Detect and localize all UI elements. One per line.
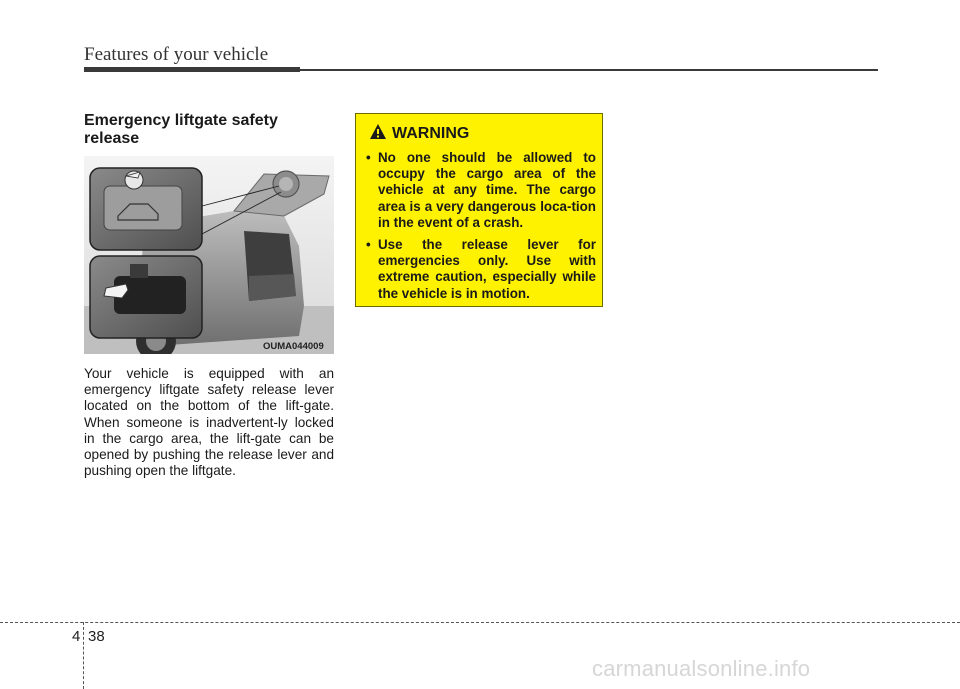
warning-title: WARNING [392,125,470,142]
warning-item-text: No one should be allowed to occupy the cargo area of the vehicle at any time. The cargo area is a very dangerous loca-tion in the event of a crash. [378,150,596,230]
body-paragraph: Your vehicle is equipped with an emergency liftgate safety release lever located on the bottom of the lift-gate. When someone is inadvertent-ly locked in the cargo area, the lift-gate can be opened by pushing the release lever and pushing open the liftgate. [84,366,334,479]
warning-item [364,237,596,302]
warning-box [355,113,603,307]
liftgate-illustration [84,156,334,354]
header-rule-thick [84,67,300,72]
page-header-title: Features of your vehicle [84,44,269,65]
footer-vertical-divider [83,622,84,689]
page-number: 38 [88,628,105,645]
warning-triangle-icon [370,124,386,144]
bullet: • [366,150,371,165]
bullet: • [366,237,371,253]
watermark: carmanualsonline.info [592,656,811,681]
warning-list [364,150,596,308]
section-heading: Emergency liftgate safety release [84,112,278,147]
warning-title-row [370,124,469,144]
chapter-number: 4 [72,628,81,645]
warning-item-text: Use the release lever for emergencies only. Use with extreme caution, especially while the vehicle is in motion. [378,237,596,301]
warning-item [364,150,596,231]
header-rule-thin [300,69,878,71]
figure-code: OUMA044009 [263,341,324,352]
footer-divider [0,622,960,623]
